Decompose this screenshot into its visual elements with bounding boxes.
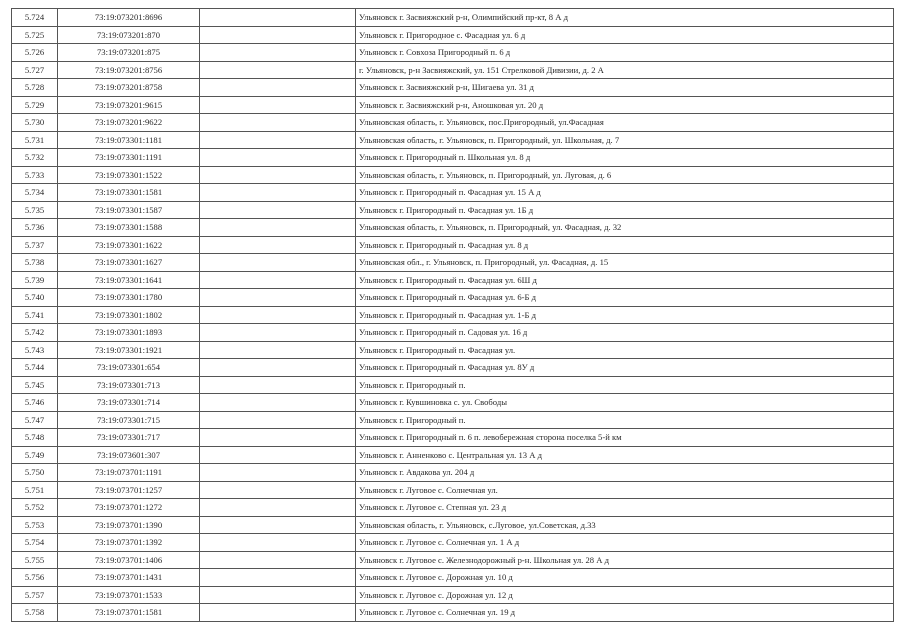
table-row xyxy=(12,61,894,79)
table-row xyxy=(12,96,894,114)
table-row xyxy=(12,551,894,569)
row-number-cell: 5.724 xyxy=(12,9,58,27)
address-cell: Ульяновск г. Пригородное с. Фасадная ул. 6 д xyxy=(356,26,894,44)
cadastral-number-cell: 73:19:073201:9615 xyxy=(58,96,200,114)
cadastral-number-cell: 73:19:073301:715 xyxy=(58,411,200,429)
row-number-cell: 5.729 xyxy=(12,96,58,114)
table-row xyxy=(12,376,894,394)
table-row xyxy=(12,341,894,359)
row-number-cell: 5.756 xyxy=(12,569,58,587)
address-cell: Ульяновск г. Анненково с. Центральная ул. 13 А д xyxy=(356,446,894,464)
table-row xyxy=(12,324,894,342)
address-cell: г. Ульяновск, р-н Засвияжский, ул. 151 Стрелковой Дивизии, д. 2 А xyxy=(356,61,894,79)
empty-cell xyxy=(200,586,356,604)
address-cell: Ульяновск г. Пригородный п. Фасадная ул. 15 А д xyxy=(356,184,894,202)
cadastral-number-cell: 73:19:073201:8758 xyxy=(58,79,200,97)
address-cell: Ульяновск г. Пригородный п. Фасадная ул. xyxy=(356,341,894,359)
table-row xyxy=(12,9,894,27)
cadastral-number-cell: 73:19:073301:1581 xyxy=(58,184,200,202)
row-number-cell: 5.754 xyxy=(12,534,58,552)
row-number-cell: 5.734 xyxy=(12,184,58,202)
table-row xyxy=(12,201,894,219)
row-number-cell: 5.758 xyxy=(12,604,58,622)
address-cell: Ульяновск г. Пригородный п. xyxy=(356,411,894,429)
row-number-cell: 5.726 xyxy=(12,44,58,62)
cadastral-number-cell: 73:19:073701:1431 xyxy=(58,569,200,587)
empty-cell xyxy=(200,201,356,219)
table-row xyxy=(12,516,894,534)
table-row xyxy=(12,254,894,272)
table-row xyxy=(12,464,894,482)
cadastral-number-cell: 73:19:073301:1191 xyxy=(58,149,200,167)
cadastral-number-cell: 73:19:073301:1802 xyxy=(58,306,200,324)
row-number-cell: 5.731 xyxy=(12,131,58,149)
row-number-cell: 5.732 xyxy=(12,149,58,167)
cadastral-number-cell: 73:19:073701:1257 xyxy=(58,481,200,499)
address-cell: Ульяновск г. Пригородный п. Фасадная ул. 8 д xyxy=(356,236,894,254)
empty-cell xyxy=(200,236,356,254)
table-row xyxy=(12,44,894,62)
address-cell: Ульяновск г. Луговое с. Степная ул. 23 д xyxy=(356,499,894,517)
cadastral-number-cell: 73:19:073301:654 xyxy=(58,359,200,377)
table-row xyxy=(12,359,894,377)
table-row xyxy=(12,429,894,447)
cadastral-number-cell: 73:19:073301:1893 xyxy=(58,324,200,342)
row-number-cell: 5.753 xyxy=(12,516,58,534)
table-row xyxy=(12,569,894,587)
address-cell: Ульяновск г. Пригородный п. 6 п. левобережная сторона поселка 5-й км xyxy=(356,429,894,447)
empty-cell xyxy=(200,481,356,499)
row-number-cell: 5.735 xyxy=(12,201,58,219)
address-cell: Ульяновск г. Луговое с. Солнечная ул. 1 А д xyxy=(356,534,894,552)
row-number-cell: 5.737 xyxy=(12,236,58,254)
empty-cell xyxy=(200,9,356,27)
table-row xyxy=(12,271,894,289)
empty-cell xyxy=(200,341,356,359)
row-number-cell: 5.730 xyxy=(12,114,58,132)
empty-cell xyxy=(200,96,356,114)
cadastral-number-cell: 73:19:073301:713 xyxy=(58,376,200,394)
cadastral-number-cell: 73:19:073701:1191 xyxy=(58,464,200,482)
cadastral-number-cell: 73:19:073301:1522 xyxy=(58,166,200,184)
address-cell: Ульяновск г. Пригородный п. Фасадная ул. 6-Б д xyxy=(356,289,894,307)
cadastral-number-cell: 73:19:073701:1272 xyxy=(58,499,200,517)
row-number-cell: 5.749 xyxy=(12,446,58,464)
empty-cell xyxy=(200,149,356,167)
row-number-cell: 5.744 xyxy=(12,359,58,377)
cadastral-number-cell: 73:19:073701:1390 xyxy=(58,516,200,534)
cadastral-number-cell: 73:19:073301:1622 xyxy=(58,236,200,254)
cadastral-number-cell: 73:19:073301:1641 xyxy=(58,271,200,289)
address-cell: Ульяновск г. Луговое с. Солнечная ул. 19 д xyxy=(356,604,894,622)
row-number-cell: 5.741 xyxy=(12,306,58,324)
cadastral-number-cell: 73:19:073301:1627 xyxy=(58,254,200,272)
cadastral-number-cell: 73:19:073701:1533 xyxy=(58,586,200,604)
row-number-cell: 5.747 xyxy=(12,411,58,429)
table-row xyxy=(12,586,894,604)
empty-cell xyxy=(200,446,356,464)
address-cell: Ульяновск г. Луговое с. Дорожная ул. 10 д xyxy=(356,569,894,587)
empty-cell xyxy=(200,394,356,412)
table-row xyxy=(12,306,894,324)
empty-cell xyxy=(200,44,356,62)
empty-cell xyxy=(200,79,356,97)
address-cell: Ульяновская область, г. Ульяновск, с.Луговое, ул.Советская, д.33 xyxy=(356,516,894,534)
row-number-cell: 5.725 xyxy=(12,26,58,44)
empty-cell xyxy=(200,184,356,202)
table-row xyxy=(12,131,894,149)
address-cell: Ульяновск г. Пригородный п. Фасадная ул. 8У д xyxy=(356,359,894,377)
row-number-cell: 5.740 xyxy=(12,289,58,307)
address-cell: Ульяновск г. Пригородный п. Садовая ул. 16 д xyxy=(356,324,894,342)
cadastral-number-cell: 73:19:073201:875 xyxy=(58,44,200,62)
table-row xyxy=(12,166,894,184)
cadastral-number-cell: 73:19:073701:1581 xyxy=(58,604,200,622)
table-row xyxy=(12,184,894,202)
cadastral-number-cell: 73:19:073301:1587 xyxy=(58,201,200,219)
address-cell: Ульяновск г. Засвияжский р-н, Олимпийский пр-кт, 8 А д xyxy=(356,9,894,27)
row-number-cell: 5.755 xyxy=(12,551,58,569)
empty-cell xyxy=(200,254,356,272)
empty-cell xyxy=(200,569,356,587)
address-cell: Ульяновск г. Пригородный п. xyxy=(356,376,894,394)
cadastral-number-cell: 73:19:073301:1921 xyxy=(58,341,200,359)
empty-cell xyxy=(200,271,356,289)
row-number-cell: 5.727 xyxy=(12,61,58,79)
address-cell: Ульяновск г. Луговое с. Дорожная ул. 12 д xyxy=(356,586,894,604)
address-cell: Ульяновск г. Пригородный п. Фасадная ул. 6Ш д xyxy=(356,271,894,289)
cadastral-number-cell: 73:19:073201:8756 xyxy=(58,61,200,79)
cadastral-number-cell: 73:19:073301:1780 xyxy=(58,289,200,307)
address-cell: Ульяновск г. Совхоза Пригородный п. 6 д xyxy=(356,44,894,62)
table-row xyxy=(12,79,894,97)
table-row xyxy=(12,394,894,412)
empty-cell xyxy=(200,411,356,429)
address-cell: Ульяновск г. Засвияжский р-н, Аношковая ул. 20 д xyxy=(356,96,894,114)
row-number-cell: 5.746 xyxy=(12,394,58,412)
table-row xyxy=(12,534,894,552)
row-number-cell: 5.733 xyxy=(12,166,58,184)
empty-cell xyxy=(200,464,356,482)
row-number-cell: 5.736 xyxy=(12,219,58,237)
address-cell: Ульяновск г. Авдакова ул. 204 д xyxy=(356,464,894,482)
empty-cell xyxy=(200,516,356,534)
row-number-cell: 5.742 xyxy=(12,324,58,342)
empty-cell xyxy=(200,359,356,377)
empty-cell xyxy=(200,429,356,447)
address-cell: Ульяновская область, г. Ульяновск, пос.Пригородный, ул.Фасадная xyxy=(356,114,894,132)
table-row xyxy=(12,219,894,237)
empty-cell xyxy=(200,219,356,237)
cadastral-number-cell: 73:19:073301:714 xyxy=(58,394,200,412)
table-row xyxy=(12,289,894,307)
row-number-cell: 5.738 xyxy=(12,254,58,272)
empty-cell xyxy=(200,604,356,622)
row-number-cell: 5.751 xyxy=(12,481,58,499)
cadastral-number-cell: 73:19:073301:717 xyxy=(58,429,200,447)
address-cell: Ульяновск г. Пригородный п. Фасадная ул. 1Б д xyxy=(356,201,894,219)
row-number-cell: 5.745 xyxy=(12,376,58,394)
table-row xyxy=(12,499,894,517)
table-row xyxy=(12,446,894,464)
table-body xyxy=(12,9,894,622)
table-row xyxy=(12,411,894,429)
empty-cell xyxy=(200,306,356,324)
address-cell: Ульяновская область, г. Ульяновск, п. Пригородный, ул. Луговая, д. 6 xyxy=(356,166,894,184)
row-number-cell: 5.728 xyxy=(12,79,58,97)
row-number-cell: 5.757 xyxy=(12,586,58,604)
table-row xyxy=(12,26,894,44)
empty-cell xyxy=(200,131,356,149)
cadastral-number-cell: 73:19:073601:307 xyxy=(58,446,200,464)
cadastral-number-cell: 73:19:073201:9622 xyxy=(58,114,200,132)
empty-cell xyxy=(200,551,356,569)
address-cell: Ульяновская область, г. Ульяновск, п. Пригородный, ул. Школьная, д. 7 xyxy=(356,131,894,149)
cadastral-number-cell: 73:19:073301:1588 xyxy=(58,219,200,237)
address-cell: Ульяновск г. Луговое с. Железнодорожный р-н. Школьная ул. 28 А д xyxy=(356,551,894,569)
cadastral-table xyxy=(11,8,894,622)
address-cell: Ульяновская область, г. Ульяновск, п. Пригородный, ул. Фасадная, д. 32 xyxy=(356,219,894,237)
row-number-cell: 5.750 xyxy=(12,464,58,482)
table-row xyxy=(12,236,894,254)
empty-cell xyxy=(200,499,356,517)
cadastral-number-cell: 73:19:073701:1406 xyxy=(58,551,200,569)
address-cell: Ульяновск г. Кувшиновка с. ул. Свободы xyxy=(356,394,894,412)
empty-cell xyxy=(200,324,356,342)
empty-cell xyxy=(200,289,356,307)
table-row xyxy=(12,149,894,167)
empty-cell xyxy=(200,534,356,552)
table-row xyxy=(12,481,894,499)
address-cell: Ульяновск г. Пригородный п. Школьная ул. 8 д xyxy=(356,149,894,167)
row-number-cell: 5.752 xyxy=(12,499,58,517)
cadastral-number-cell: 73:19:073201:870 xyxy=(58,26,200,44)
table-row xyxy=(12,114,894,132)
row-number-cell: 5.748 xyxy=(12,429,58,447)
empty-cell xyxy=(200,114,356,132)
row-number-cell: 5.739 xyxy=(12,271,58,289)
address-cell: Ульяновская обл., г. Ульяновск, п. Пригородный, ул. Фасадная, д. 15 xyxy=(356,254,894,272)
cadastral-number-cell: 73:19:073301:1181 xyxy=(58,131,200,149)
empty-cell xyxy=(200,26,356,44)
address-cell: Ульяновск г. Пригородный п. Фасадная ул. 1-Б д xyxy=(356,306,894,324)
cadastral-number-cell: 73:19:073701:1392 xyxy=(58,534,200,552)
table-row xyxy=(12,604,894,622)
cadastral-number-cell: 73:19:073201:8696 xyxy=(58,9,200,27)
row-number-cell: 5.743 xyxy=(12,341,58,359)
address-cell: Ульяновск г. Луговое с. Солнечная ул. xyxy=(356,481,894,499)
empty-cell xyxy=(200,61,356,79)
empty-cell xyxy=(200,376,356,394)
address-cell: Ульяновск г. Засвияжский р-н, Шигаева ул. 31 д xyxy=(356,79,894,97)
empty-cell xyxy=(200,166,356,184)
